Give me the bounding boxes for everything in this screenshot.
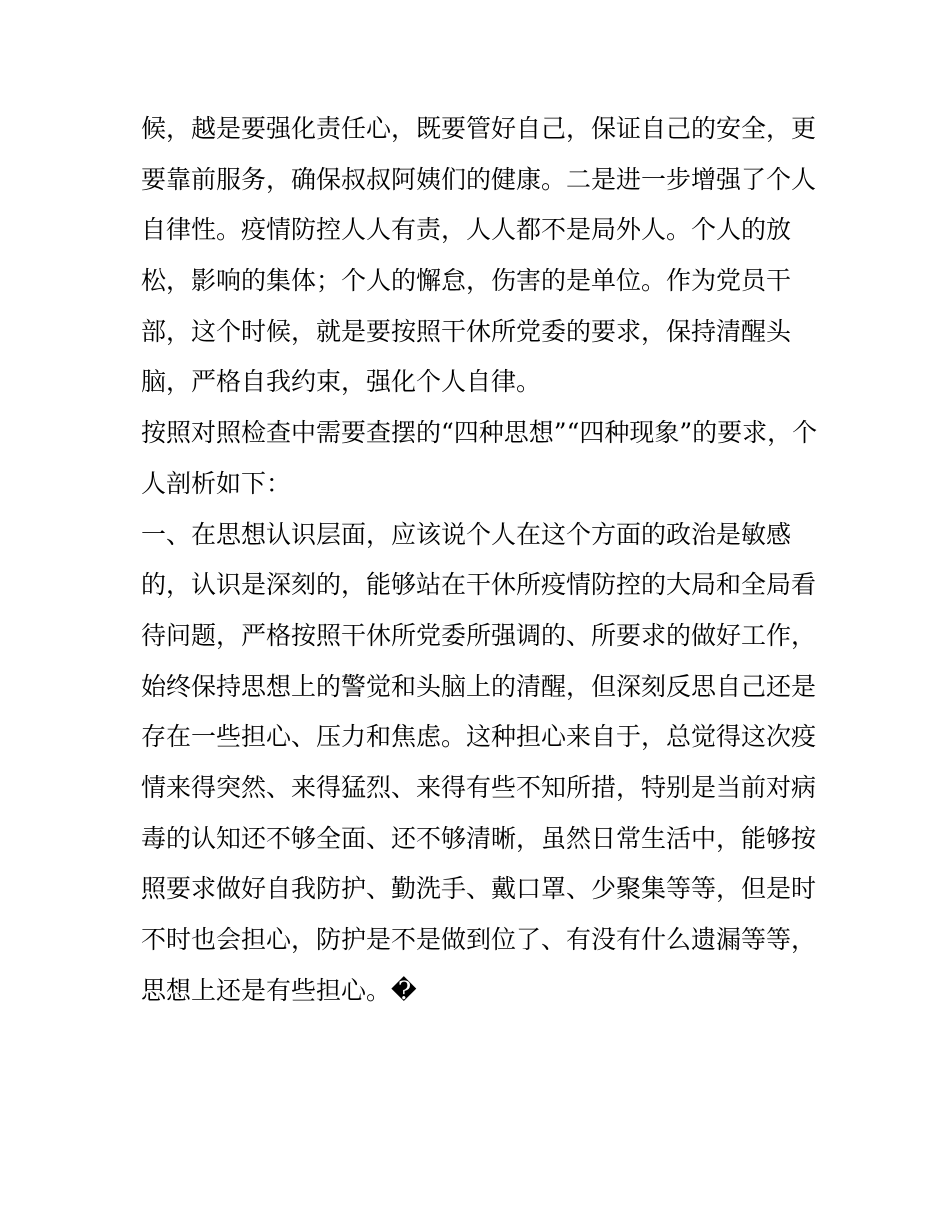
text-line: 自律性。疫情防控人人有责，人人都不是局外人。个人的放 [141, 215, 792, 245]
text-line: 毒的认知还不够全面、还不够清晰，虽然日常生活中，能够按 [141, 823, 817, 853]
text-line: 候，越是要强化责任心，既要管好自己，保证自己的安全，更 [141, 114, 817, 143]
text-line: 始终保持思想上的警觉和头脑上的清醒，但深刻反思自己还是 [141, 671, 817, 701]
text-line: 按照对照检查中需要查摆的“四种思想”“四种现象”的要求，个 [141, 418, 818, 448]
text-line: 部，这个时候，就是要按照干休所党委的要求，保持清醒头 [141, 316, 792, 346]
text-line: 不时也会担心，防护是不是做到位了、有没有什么遗漏等等， [141, 925, 817, 954]
text-line: 照要求做好自我防护、勤洗手、戴口罩、少聚集等等，但是时 [141, 874, 817, 904]
text-line: 待问题，严格按照干休所党委所强调的、所要求的做好工作， [141, 620, 817, 650]
text-line: 要靠前服务，确保叔叔阿姨们的健康。二是进一步增强了个人 [141, 164, 817, 194]
text-line: 人剖析如下： [141, 468, 292, 498]
text-line: 松，影响的集体；个人的懈怠，伤害的是单位。作为党员干 [141, 266, 792, 296]
body-text [141, 104, 841, 1016]
text-line: 脑，严格自我约束，强化个人自律。 [141, 367, 542, 397]
text-line: 的，认识是深刻的，能够站在干休所疫情防控的大局和全局看 [141, 570, 817, 600]
text-line: 一、在思想认识层面，应该说个人在这个方面的政治是敏感 [141, 519, 792, 549]
text-line: 情来得突然、来得猛烈、来得有些不知所措，特别是当前对病 [141, 772, 817, 802]
text-line: 存在一些担心、压力和焦虑。这种担心来自于，总觉得这次疫 [141, 722, 817, 752]
text-line: 思想上还是有些担心。� [141, 975, 417, 1005]
